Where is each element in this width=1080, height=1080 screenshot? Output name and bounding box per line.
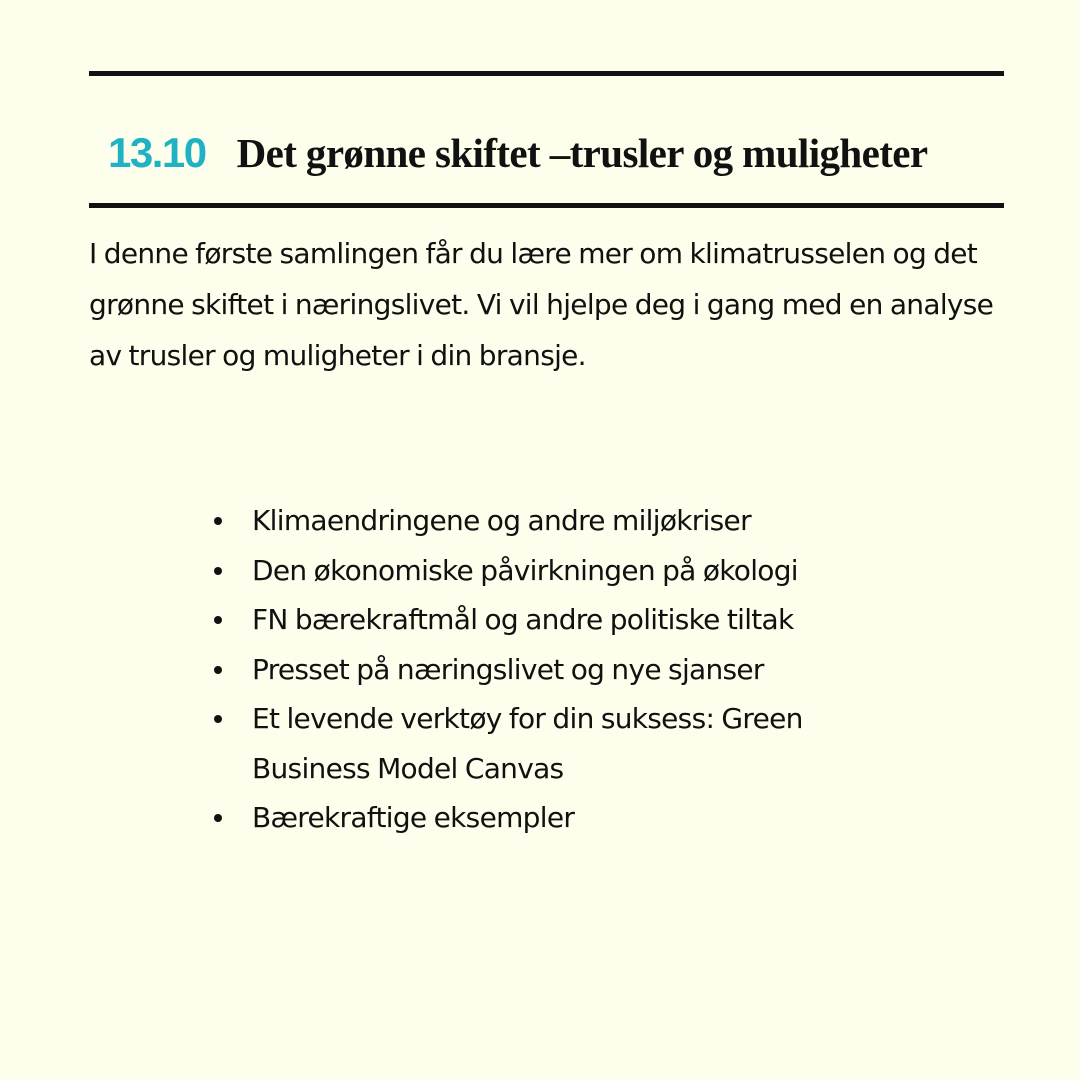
list-item	[212, 595, 912, 645]
list-item-text: Den økonomiske påvirkningen på økologi	[252, 553, 798, 587]
list-item	[212, 694, 912, 793]
list-item	[212, 496, 912, 546]
intro-paragraph: I denne første samlingen får du lære mer om klimatrusselen og det grønne skiftet i næringslivet. Vi vil hjelpe deg i gang med en analyse av trusler og muligheter i din bransje.	[89, 237, 994, 372]
bullet-icon	[214, 715, 222, 723]
list-item	[212, 793, 912, 843]
bottom-divider	[89, 203, 1004, 208]
bullet-icon	[214, 814, 222, 822]
list-item-text: Klimaendringene og andre miljøkriser	[252, 504, 751, 537]
list-item-text: Presset på næringslivet og nye sjanser	[252, 652, 764, 686]
top-divider	[89, 71, 1004, 76]
list-item-text: Et levende verktøy for din suksess: Green Business Model Canvas	[252, 702, 803, 785]
list-item-text: FN bærekraftmål og andre politiske tiltak	[252, 603, 794, 636]
section-number: 13.10	[108, 129, 206, 176]
section-header	[108, 118, 927, 188]
bullet-icon	[214, 666, 222, 674]
bullet-icon	[214, 616, 222, 624]
bullet-icon	[214, 567, 222, 575]
list-item	[212, 546, 912, 596]
list-item	[212, 645, 912, 695]
list-item-text: Bærekraftige eksempler	[252, 801, 575, 834]
section-title: Det grønne skiftet –trusler og muligheter	[236, 130, 928, 176]
topic-list	[212, 496, 912, 843]
bullet-icon	[214, 517, 222, 525]
